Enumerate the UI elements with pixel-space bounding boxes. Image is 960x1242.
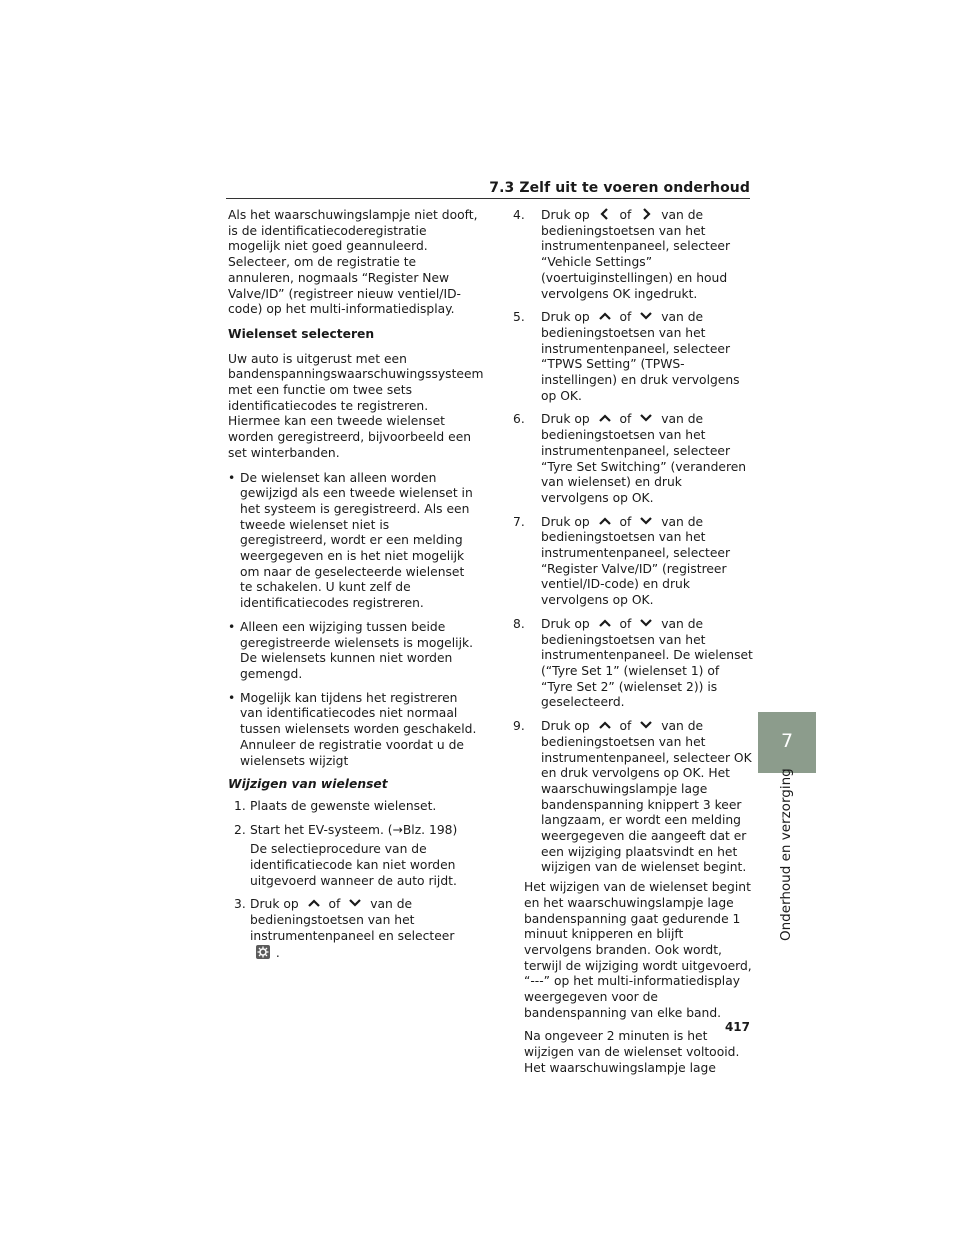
chapter-label-text: Onderhoud en verzorging	[778, 768, 794, 941]
step-9-note-2: Na ongeveer 2 minuten is het wijzigen van de wielenset voltooid. Het waarschuwingslampje lage	[524, 1029, 740, 1075]
step-text: of	[619, 310, 632, 325]
step-text: van de bedieningstoetsen van het instrumentenpaneel, selecteer “Register Valve/ID” (registreer ventiel/ID-code) en druk vervolgens op OK.	[541, 514, 731, 608]
chapter-label	[758, 768, 794, 946]
step-text: Druk op	[541, 310, 590, 325]
gear-icon	[256, 945, 270, 959]
step-number: 5.	[513, 310, 525, 325]
step-text: Druk op	[541, 719, 590, 734]
step-number: 1.	[234, 798, 246, 813]
chevron-up-icon	[598, 310, 612, 322]
chevron-down-icon	[639, 412, 653, 424]
step-text: of	[619, 616, 632, 631]
chevron-down-icon	[639, 719, 653, 731]
chevron-up-icon	[307, 897, 321, 909]
step-number: 2.	[234, 822, 246, 837]
header-divider	[226, 198, 750, 199]
step-6	[513, 412, 753, 506]
chevron-down-icon	[348, 897, 362, 909]
step-text: of	[328, 897, 341, 912]
step-number: 4.	[513, 208, 525, 222]
step-text: Druk op	[541, 208, 590, 222]
chevron-left-icon	[598, 208, 612, 220]
step-8	[513, 617, 753, 711]
step-number: 8.	[513, 616, 525, 631]
section-heading: Wielenset selecteren	[228, 326, 375, 341]
intro-paragraph: Als het waarschuwingslampje niet dooft, is de identificatiecoderegistratie mogelijk niet goed geannuleerd. Selecteer, om de registratie te annuleren, nogmaals “Register New Valve/ID” (registreer nieuw ventiel/ID-code) op het multi-informatiedisplay.	[228, 208, 478, 317]
step-9-note: Het wijzigen van de wielenset begint en het waarschuwingslampje lage bandenspanning gaat gedurende 1 minuut knipperen en blijft vervolgens branden. Ook wordt, terwijl de wijziging wordt uitgevoerd, “---” op het multi-informatiedisplay weergegeven voor de bandenspanning van elke band.	[524, 880, 752, 1020]
step-2-note: De selectieprocedure van de identificatiecode kan niet worden uitgevoerd wanneer de auto rijdt.	[250, 842, 457, 888]
step-number: 7.	[513, 514, 525, 529]
step-text: of	[619, 514, 632, 529]
chevron-right-icon	[639, 208, 653, 220]
bullet-text: Mogelijk kan tijdens het registreren van identificatiecodes niet normaal tussen wielensets worden geschakeld. Annuleer de registratie voordat u de wielensets wijzigt	[240, 690, 477, 768]
chapter-tab	[758, 712, 816, 773]
step-number: 3.	[234, 897, 246, 912]
step-text: .	[275, 945, 280, 960]
step-text: of	[619, 208, 632, 222]
bullet-mark: •	[228, 619, 236, 634]
bullet-text: Alleen een wijziging tussen beide geregistreerde wielensets is mogelijk. De wielensets kunnen niet worden gemengd.	[240, 619, 474, 681]
description-paragraph: Uw auto is uitgerust met een bandenspanningswaarschuwingssysteem met een functie om twee sets identificatiecodes te registreren. Hiermee kan een tweede wielenset worden geregistreerd, bijvoorbeeld een set winterbanden.	[228, 351, 484, 460]
step-text: Druk op	[541, 412, 590, 427]
step-text: of	[619, 719, 632, 734]
step-text: Start het EV-systeem. (→Blz. 198)	[250, 822, 458, 837]
step-text: van de bedieningstoetsen van het instrumentenpaneel en selecteer	[250, 897, 455, 943]
bullet-mark: •	[228, 470, 236, 485]
chevron-down-icon	[639, 310, 653, 322]
left-column	[228, 208, 484, 969]
step-text: Druk op	[250, 897, 299, 912]
section-title: 7.3 Zelf uit te voeren onderhoud	[489, 180, 750, 196]
step-text: van de bedieningstoetsen van het instrumentenpaneel. De wielenset (“Tyre Set 1” (wielenset 1) of “Tyre Set 2” (wielenset 2)) is geselecteerd.	[541, 616, 753, 710]
bullet-text: De wielenset kan alleen worden gewijzigd als een tweede wielenset in het systeem is geregistreerd. Als een tweede wielenset niet is geregistreerd, wordt er een melding weergegeven en is het niet mogelijk om naar de geselecteerde wielenset te schakelen. U kunt zelf de identificatiecodes registreren.	[240, 470, 473, 611]
step-2	[234, 823, 478, 839]
step-5	[513, 310, 753, 404]
chevron-up-icon	[598, 515, 612, 527]
step-text: Druk op	[541, 514, 590, 529]
chevron-down-icon	[639, 515, 653, 527]
list-item	[228, 691, 478, 770]
step-3	[234, 897, 478, 961]
right-column	[513, 208, 753, 1085]
step-number: 9.	[513, 719, 525, 734]
list-item	[228, 471, 478, 612]
bullet-mark: •	[228, 690, 236, 705]
chevron-up-icon	[598, 719, 612, 731]
chevron-up-icon	[598, 617, 612, 629]
step-4	[513, 208, 753, 302]
step-number: 6.	[513, 412, 525, 427]
subheading: Wijzigen van wielenset	[228, 777, 388, 792]
chapter-number: 7	[780, 730, 794, 752]
step-text: Druk op	[541, 616, 590, 631]
page-number: 417	[724, 1020, 750, 1034]
step-text: van de bedieningstoetsen van het instrumentenpaneel, selecteer OK en druk vervolgens op OK. Het waarschuwingslampje lage bandenspanning knippert 3 keer langzaam, er wordt een melding weergegeven die aangeeft dat er een wijziging plaatsvindt en het wijzigen van de wielenset begint.	[541, 719, 752, 875]
step-1	[234, 799, 478, 815]
step-7	[513, 515, 753, 609]
step-text: van de bedieningstoetsen van het instrumentenpaneel, selecteer “Vehicle Settings” (voertuiginstellingen) en houd vervolgens OK ingedrukt.	[541, 208, 731, 301]
chevron-down-icon	[639, 617, 653, 629]
chevron-up-icon	[598, 412, 612, 424]
list-item	[228, 620, 478, 683]
step-9	[513, 719, 753, 876]
step-text: Plaats de gewenste wielenset.	[250, 798, 437, 813]
step-text: van de bedieningstoetsen van het instrumentenpaneel, selecteer “Tyre Set Switching” (veranderen van wielenset) en druk vervolgens op OK.	[541, 412, 747, 505]
step-text: of	[619, 412, 632, 427]
step-text: van de bedieningstoetsen van het instrumentenpaneel, selecteer “TPWS Setting” (TPWS-instellingen) en druk vervolgens op OK.	[541, 310, 740, 403]
